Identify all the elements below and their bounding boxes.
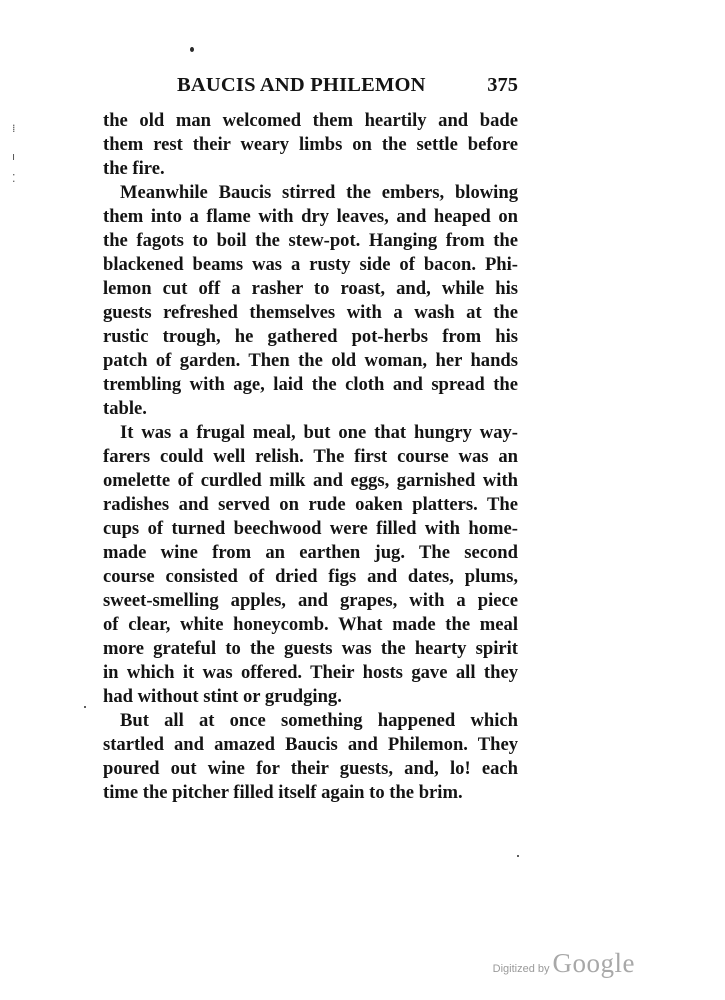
text-line: them into a flame with dry leaves, and heaped on [103,206,518,227]
text-line: course consisted of dried figs and dates, plums, [103,566,518,587]
text-line: Meanwhile Baucis stirred the embers, blowing [120,182,518,203]
text-line: farers could well relish. The first course was an [103,446,518,467]
page-number: 375 [487,74,518,96]
running-title: BAUCIS AND PHILEMON [177,74,426,96]
text-line: the old man welcomed them heartily and bade [103,110,518,131]
text-line: trembling with age, laid the cloth and spread the [103,374,518,395]
text-line: them rest their weary limbs on the settle before [103,134,518,155]
watermark-prefix: Digitized by [492,963,550,975]
text-line: blackened beams was a rusty side of bacon. Phi- [103,254,518,275]
digitized-watermark [493,948,635,979]
text-line: time the pitcher filled itself again to the brim. [103,782,463,803]
margin-mark: ı [12,150,16,163]
text-line: omelette of curdled milk and eggs, garnished with [103,470,518,491]
ink-speck [84,706,86,708]
text-line: startled and amazed Baucis and Philemon. They [103,734,518,755]
text-line: made wine from an earthen jug. The second [103,542,518,563]
body-text [103,109,518,805]
text-line: the fagots to boil the stew-pot. Hanging from the [103,230,518,251]
text-line: But all at once something happened which [120,710,518,731]
text-line: cups of turned beechwood were filled with home- [103,518,518,539]
text-line: sweet-smelling apples, and grapes, with a piece [103,590,518,611]
text-line: guests refreshed themselves with a wash at the [103,302,518,323]
text-line: table. [103,398,147,419]
text-line: had without stint or grudging. [103,686,342,707]
margin-mark: ⁚ [12,172,16,185]
page-header [103,74,518,104]
margin-mark: ⁞ [12,122,16,135]
text-line: radishes and served on rude oaken platters. The [103,494,518,515]
text-line: poured out wine for their guests, and, lo! each [103,758,518,779]
ink-speck [190,47,194,52]
text-line: rustic trough, he gathered pot-herbs from his [103,326,518,347]
text-line: in which it was offered. Their hosts gave all they [103,662,518,683]
text-line: patch of garden. Then the old woman, her hands [103,350,518,371]
text-line: more grateful to the guests was the hearty spirit [103,638,518,659]
text-line: the fire. [103,158,165,179]
text-line: lemon cut off a rasher to roast, and, while his [103,278,518,299]
google-logo: Google [552,948,635,978]
ink-speck [517,855,519,857]
text-line: of clear, white honeycomb. What made the meal [103,614,518,635]
text-line: It was a frugal meal, but one that hungry way- [120,422,518,443]
